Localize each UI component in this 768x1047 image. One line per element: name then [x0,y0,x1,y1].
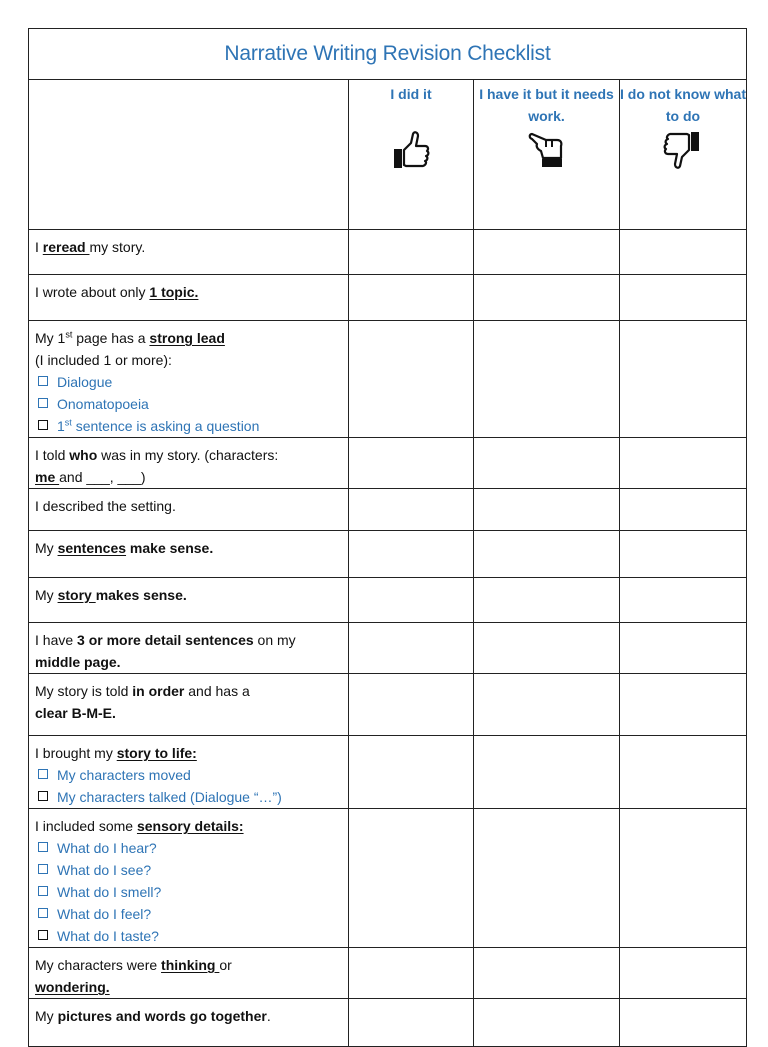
check-cell[interactable] [474,230,620,275]
header-do-not-know [620,80,747,230]
check-cell[interactable] [474,275,620,321]
checkbox-icon[interactable] [38,886,48,896]
option-item[interactable]: My characters talked (Dialogue “…”) [35,786,342,808]
checkbox-icon[interactable] [38,930,48,940]
check-cell[interactable] [620,230,747,275]
option-item[interactable]: What do I hear? [35,837,342,859]
criterion-one-topic: I wrote about only 1 topic. [29,275,349,321]
check-cell[interactable] [620,275,747,321]
option-item[interactable]: What do I see? [35,859,342,881]
criterion-story-to-life: I brought my story to life: My characters moved My characters talked (Dialogue “…”) [29,736,349,809]
header-row [29,80,747,230]
check-cell[interactable] [349,438,474,489]
checklist-row [29,275,747,321]
criterion-order: My story is told in order and has a clear B-M-E. [29,674,349,736]
checklist-row [29,531,747,578]
check-cell[interactable] [349,531,474,578]
checkbox-icon[interactable] [38,769,48,779]
checkbox-icon[interactable] [38,842,48,852]
checklist-row [29,578,747,623]
sensory-options [35,837,342,947]
check-cell[interactable] [349,809,474,948]
option-item[interactable]: What do I feel? [35,903,342,925]
check-cell[interactable] [474,531,620,578]
header-did-it [349,80,474,230]
check-cell[interactable] [349,736,474,809]
check-cell[interactable] [474,438,620,489]
criterion-sensory-details: I included some sensory details: What do I hear? What do I see? What do I smell? What do I feel? What do I taste? [29,809,349,948]
check-cell[interactable] [349,230,474,275]
header-needs-work [474,80,620,230]
header-label-do-not-know: I do not know what to do [620,86,746,124]
criterion-thinking: My characters were thinking or wondering. [29,948,349,999]
criterion-characters: I told who was in my story. (characters: me and ___, ___) [29,438,349,489]
page-title: Narrative Writing Revision Checklist [224,42,551,65]
thumbs-up-icon [391,129,431,171]
check-cell[interactable] [474,578,620,623]
check-cell[interactable] [620,948,747,999]
check-cell[interactable] [620,674,747,736]
check-cell[interactable] [474,623,620,674]
check-cell[interactable] [474,736,620,809]
header-label-needs-work: I have it but it needs work. [479,86,614,124]
criterion-strong-lead: My 1st page has a strong lead (I included 1 or more): Dialogue Onomatopoeia 1st sentence is asking a question [29,321,349,438]
criterion-setting: I described the setting. [29,489,349,531]
header-label-did-it: I did it [390,86,432,102]
checklist-table [28,28,747,1047]
title-row [29,29,747,80]
option-item[interactable]: Dialogue [35,371,342,393]
check-cell[interactable] [349,674,474,736]
checkbox-icon[interactable] [38,864,48,874]
check-cell[interactable] [349,623,474,674]
option-item[interactable]: What do I taste? [35,925,342,947]
check-cell[interactable] [474,321,620,438]
checkbox-icon[interactable] [38,376,48,386]
checkbox-icon[interactable] [38,398,48,408]
thumb-sideways-icon [526,129,568,171]
checklist-row [29,948,747,999]
criterion-reread: I reread my story. [29,230,349,275]
check-cell[interactable] [620,999,747,1047]
check-cell[interactable] [474,674,620,736]
story-life-options [35,764,342,808]
check-cell[interactable] [474,948,620,999]
lead-options [35,371,342,437]
checklist-row [29,674,747,736]
checklist-row [29,489,747,531]
checklist-row [29,438,747,489]
checklist-row [29,999,747,1047]
checkbox-icon[interactable] [38,908,48,918]
check-cell[interactable] [349,948,474,999]
check-cell[interactable] [349,275,474,321]
criterion-detail-sentences: I have 3 or more detail sentences on my middle page. [29,623,349,674]
checklist-row [29,230,747,275]
check-cell[interactable] [620,623,747,674]
check-cell[interactable] [620,578,747,623]
thumbs-down-icon [663,129,703,171]
check-cell[interactable] [620,489,747,531]
check-cell[interactable] [349,489,474,531]
check-cell[interactable] [349,578,474,623]
check-cell[interactable] [620,736,747,809]
check-cell[interactable] [349,999,474,1047]
checklist-row [29,321,747,438]
check-cell[interactable] [620,321,747,438]
option-item[interactable]: 1st sentence is asking a question [35,415,342,437]
check-cell[interactable] [620,809,747,948]
check-cell[interactable] [474,999,620,1047]
title-cell [29,29,747,80]
criterion-sentences: My sentences make sense. [29,531,349,578]
criterion-pictures-words: My pictures and words go together. [29,999,349,1047]
option-item[interactable]: Onomatopoeia [35,393,342,415]
header-blank-cell [29,80,349,230]
check-cell[interactable] [349,321,474,438]
checkbox-icon[interactable] [38,791,48,801]
checkbox-icon[interactable] [38,420,48,430]
checklist-row [29,809,747,948]
criterion-story-sense: My story makes sense. [29,578,349,623]
check-cell[interactable] [620,438,747,489]
checklist-row [29,623,747,674]
check-cell[interactable] [620,531,747,578]
check-cell[interactable] [474,809,620,948]
check-cell[interactable] [474,489,620,531]
option-item[interactable]: My characters moved [35,764,342,786]
option-item[interactable]: What do I smell? [35,881,342,903]
checklist-row [29,736,747,809]
